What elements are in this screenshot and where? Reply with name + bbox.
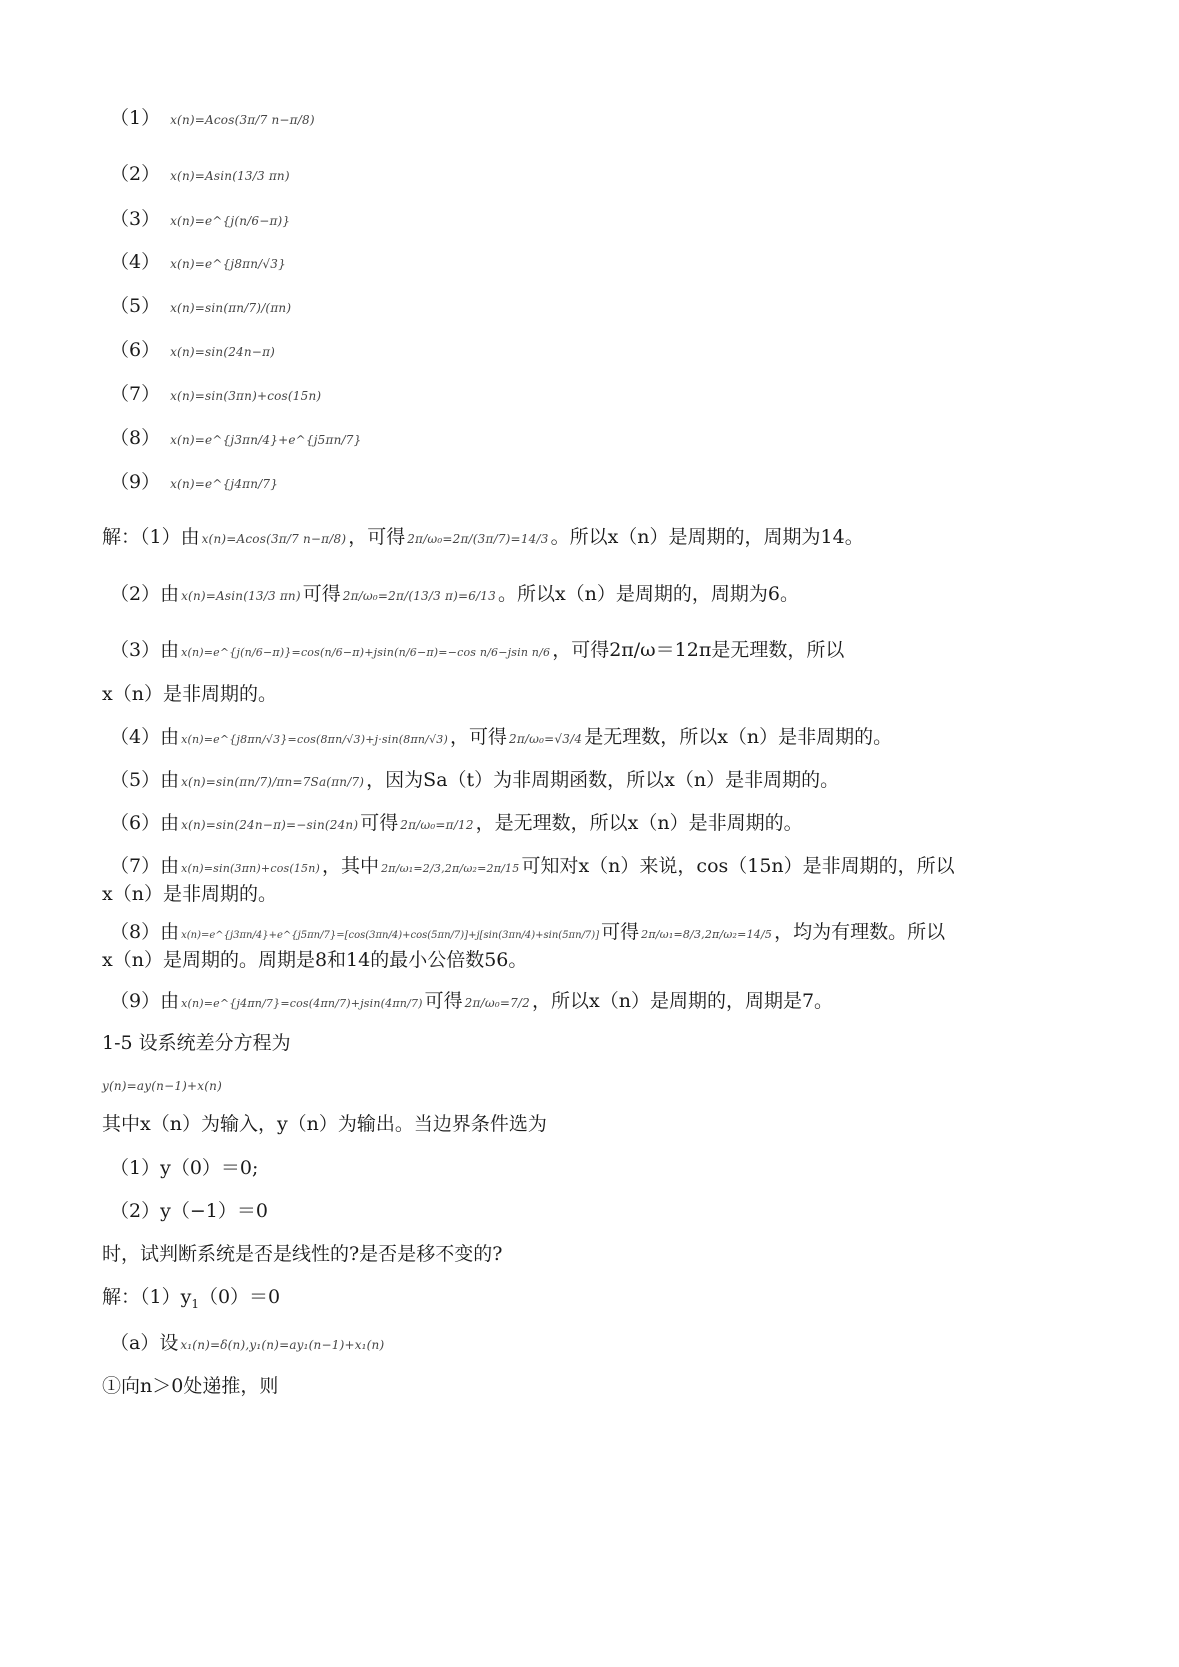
formula: x(n)=sin(3πn)+cos(15n)	[170, 389, 322, 403]
solution-line: （7）由 x(n)=sin(3πn)+cos(15n) ，其中 2π/ω₁=2/3,2π/ω₂=2π/15 可知对x（n）来说，cos（15n）是非周期的，所以	[110, 855, 955, 877]
solution-line: ①向n＞0处递推，则	[102, 1375, 279, 1397]
formula: x(n)=e^{j3πn/4}+e^{j5πn/7}	[170, 433, 362, 447]
problem-item: （9） x(n)=e^{j4πn/7}	[110, 471, 279, 493]
paragraph: 其中x（n）为输入，y（n）为输出。当边界条件选为	[102, 1113, 547, 1135]
formula: x(n)=e^{j8πn/√3}	[170, 257, 286, 271]
formula: x(n)=Acos(3π/7 n−π/8)	[170, 113, 315, 127]
condition: （1）y（0）＝0;	[110, 1157, 259, 1179]
solution-line: （4）由 x(n)=e^{j8πn/√3}=cos(8πn/√3)+j·sin(8πn/√3) ，可得 2π/ω₀=√3/4 是无理数，所以x（n）是非周期的。	[110, 726, 893, 748]
solution-line: 解：$(1)y_1(0)=0$	[102, 1286, 281, 1311]
difference-equation: y(n)=ay(n−1)+x(n)	[102, 1079, 222, 1093]
problem-item: （4） x(n)=e^{j8πn/√3}	[110, 251, 286, 273]
formula: x(n)=sin(24n−π)	[170, 345, 276, 359]
formula: x(n)=e^{j(n/6−π)}	[170, 214, 291, 228]
solution-line: x（n）是周期的。周期是8和14的最小公倍数56。	[102, 949, 528, 971]
solution-line: x（n）是非周期的。	[102, 883, 277, 905]
section-title: 1-5 设系统差分方程为	[102, 1032, 291, 1054]
solution-line: （6）由 x(n)=sin(24n−π)=−sin(24n) 可得 2π/ω₀=π/12 ，是无理数，所以x（n）是非周期的。	[110, 812, 803, 834]
solution-line: （a）设 x₁(n)=δ(n),y₁(n)=ay₁(n−1)+x₁(n)	[110, 1332, 385, 1354]
condition: （2）y（−1）＝0	[110, 1200, 268, 1222]
formula: x(n)=e^{j4πn/7}	[170, 477, 279, 491]
formula: x(n)=Asin(13/3 πn)	[170, 169, 290, 183]
solution-line: （3）由 x(n)=e^{j(n/6−π)}=cos(n/6−π)+jsin(n/6−π)=−cos n/6−jsin n/6 ，可得2π/ω＝12π是无理数，所以	[110, 639, 845, 661]
problem-item: （3） x(n)=e^{j(n/6−π)}	[110, 208, 291, 230]
problem-item: （1） x(n)=Acos(3π/7 n−π/8)	[110, 107, 315, 129]
problem-item: （6） x(n)=sin(24n−π)	[110, 339, 276, 361]
problem-item: （7） x(n)=sin(3πn)+cos(15n)	[110, 383, 322, 405]
solution-line: （9）由 x(n)=e^{j4πn/7}=cos(4πn/7)+jsin(4πn/7) 可得 2π/ω₀=7/2 ，所以x（n）是周期的，周期是7。	[110, 990, 834, 1012]
problem-item: （8） x(n)=e^{j3πn/4}+e^{j5πn/7}	[110, 427, 362, 449]
question: 时，试判断系统是否是线性的?是否是移不变的?	[102, 1243, 503, 1265]
solution-line: （8）由 x(n)=e^{j3πn/4}+e^{j5πn/7}=[cos(3πn/4)+cos(5πn/7)]+j[sin(3πn/4)+sin(5πn/7)] 可得 2π/ω₁=8/3,2π/ω₂=14/5 ，均为有理数。所以	[110, 921, 946, 943]
solution-line: （2）由 x(n)=Asin(13/3 πn) 可得 2π/ω₀=2π/(13/3 π)=6/13 。所以x（n）是周期的，周期为6。	[110, 583, 800, 605]
solution-line: （5）由 x(n)=sin(πn/7)/πn=7Sa(πn/7) ，因为Sa（t）为非周期函数，所以x（n）是非周期的。	[110, 769, 840, 791]
problem-item: （2） x(n)=Asin(13/3 πn)	[110, 163, 290, 185]
solution-line: 解：（1）由 x(n)=Acos(3π/7 n−π/8) ，可得 2π/ω₀=2π/(3π/7)=14/3 。所以x（n）是周期的，周期为14。	[102, 526, 864, 548]
solution-line: x（n）是非周期的。	[102, 683, 277, 705]
problem-item: （5） x(n)=sin(πn/7)/(πn)	[110, 295, 292, 317]
formula: x(n)=sin(πn/7)/(πn)	[170, 301, 292, 315]
